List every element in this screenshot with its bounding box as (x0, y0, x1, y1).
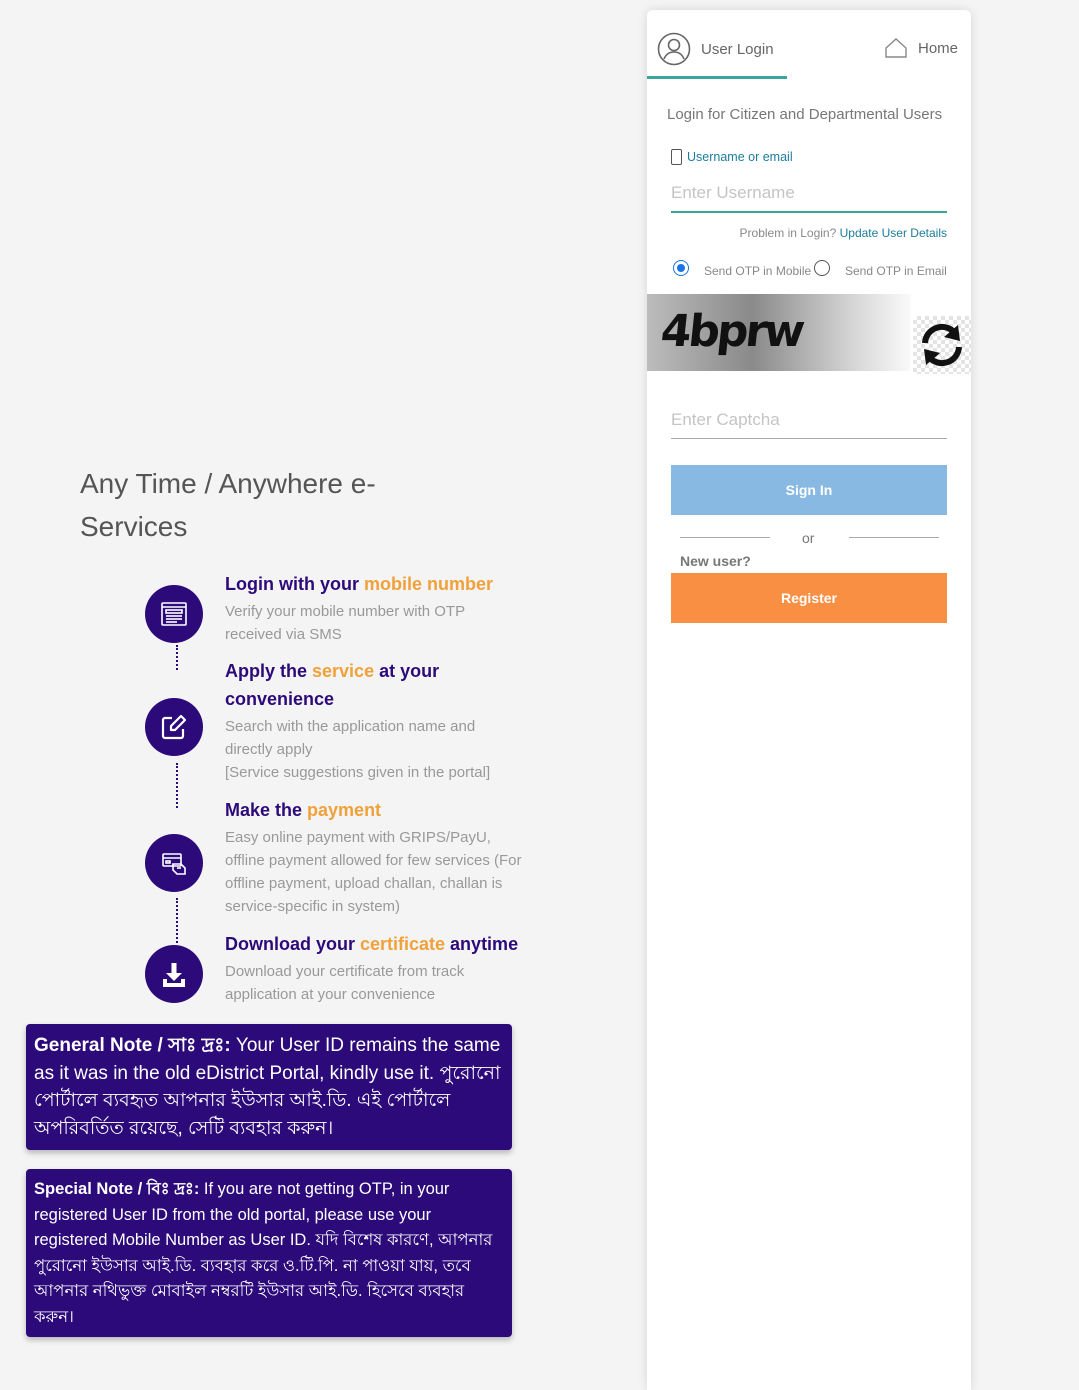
otp-email-label[interactable]: Send OTP in Email (845, 264, 947, 278)
step-apply (225, 657, 525, 784)
step-download (225, 930, 535, 1006)
tab-home-label: Home (918, 39, 959, 57)
or-label: or (802, 530, 815, 546)
step-desc-note: [Service suggestions given in the portal] (225, 764, 491, 781)
captcha-input[interactable] (671, 402, 947, 439)
special-note (26, 1169, 512, 1337)
general-note-text: Your User ID remains the same as it was in the old eDistrict Portal, kindly use it. পুরোনো পোর্টালে ব্যবহৃত আপনার ইউসার আই.ডি. এই পোর্টালে অপরিবর্তিত রয়েছে, সেটি ব্যবহার করুন। (34, 1035, 501, 1139)
phone-icon (671, 149, 682, 165)
username-label: Username or email (671, 149, 793, 165)
edit-icon (145, 698, 203, 756)
login-card (647, 10, 971, 1390)
divider-left (680, 537, 770, 538)
home-icon (884, 36, 908, 60)
login-heading: Login for Citizen and Departmental Users (667, 106, 943, 123)
step-title: Login with your mobile number (225, 574, 493, 594)
otp-email-radio[interactable] (814, 260, 830, 276)
refresh-icon (916, 319, 968, 371)
login-screen-icon (145, 585, 203, 643)
username-input[interactable] (671, 175, 947, 213)
step-title: Make the payment (225, 800, 382, 820)
step-desc: Easy online payment with GRIPS/PayU, offline payment allowed for few services (For offline payment, upload challan, challan is service-specific in system) (225, 829, 522, 915)
register-button[interactable]: Register (671, 573, 947, 623)
captcha-text: 4bprw (658, 306, 805, 357)
active-tab-indicator (647, 76, 787, 79)
general-note-label: General Note / সাঃ দ্রঃ: (34, 1035, 231, 1056)
step-title: Download your certificate anytime (225, 934, 519, 954)
captcha-refresh-button[interactable] (913, 316, 971, 374)
new-user-label: New user? (680, 553, 751, 569)
payment-icon (145, 834, 203, 892)
step-connector (176, 645, 178, 670)
step-desc: Download your certificate from track application at your convenience (225, 963, 465, 1003)
captcha-image (647, 294, 911, 371)
step-login (225, 570, 525, 646)
otp-mobile-radio[interactable] (673, 260, 689, 276)
step-desc: Search with the application name and directly apply (225, 718, 476, 758)
step-desc: Verify your mobile number with OTP received via SMS (225, 603, 465, 643)
step-connector (176, 763, 178, 808)
special-note-label: Special Note / বিঃ দ্রঃ: (34, 1180, 200, 1198)
sign-in-button[interactable]: Sign In (671, 465, 947, 515)
user-circle-icon (657, 32, 691, 66)
tab-user-login[interactable] (657, 32, 774, 66)
step-connector (176, 898, 178, 943)
tab-user-login-label: User Login (701, 40, 774, 58)
update-user-details-link[interactable]: Update User Details (839, 226, 947, 240)
otp-mobile-label[interactable]: Send OTP in Mobile (704, 264, 812, 278)
general-note (26, 1024, 512, 1150)
download-icon (145, 945, 203, 1003)
problem-login: Problem in Login? Update User Details (739, 226, 947, 240)
step-payment (225, 796, 525, 918)
divider-right (849, 537, 939, 538)
tab-home[interactable] (884, 36, 958, 60)
headline: Any Time / Anywhere e-Services (80, 468, 376, 542)
step-title: Apply the service at your convenience (225, 661, 440, 709)
special-note-text: If you are not getting OTP, in your registered User ID from the old portal, please use your registered Mobile Number as User ID. যদি বিশেষ কারণে, আপনার পুরোনো ইউসার আই.ডি. ব্যবহার করে ও.টি.পি. না পাওয়া যায়, তবে আপনার নথিভুক্ত মোবাইল নম্বরটি ইউসার আই.ডি. হিসেবে ব্যবহার করুন। (34, 1180, 493, 1326)
